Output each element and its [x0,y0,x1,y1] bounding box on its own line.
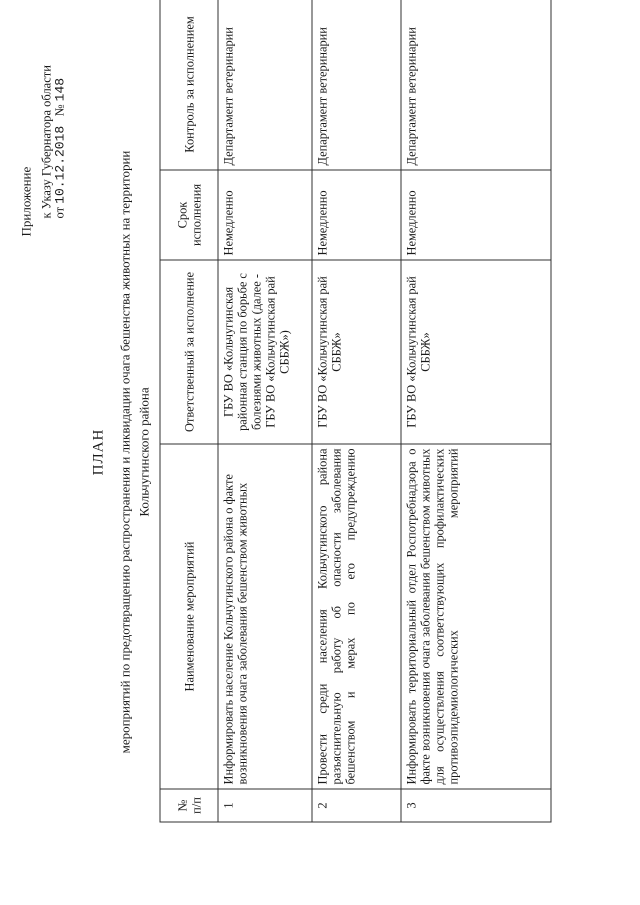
row-activity: Провести среди населения Кольчугинского района разъяснительную работу об опасности заболевания бешенством и мерах по его предупреждению [312,444,401,789]
decree-date-line [54,65,67,218]
column-header-control: Контроль за исполнением [160,0,218,170]
appendix-label: Приложение [18,166,34,237]
row-term: Немедленно [312,170,401,260]
document-page [1,0,640,905]
table-row [312,0,401,822]
column-header-term: Срок исполнения [160,170,218,260]
row-activity: Информировать территориальный отдел Роспотребнадзора о факте возникновения очага заболевания бешенством животных для осуществления соответствующих профилактических противоэпидемиологических мероприятий [401,444,551,789]
row-term: Немедленно [218,170,312,260]
page-subtitle: мероприятий по предотвращению распространения и ликвидации очага бешенства животных на территории [117,150,133,754]
table-row [218,0,312,822]
row-term: Немедленно [401,170,551,260]
table-header-row [160,0,218,822]
row-number: 1 [218,789,312,822]
decree-line: к Указу Губернатора области [39,65,54,219]
row-responsible: ГБУ ВО «Кольчугинская районная станция по борьбе с болезнями животных (далее - ГБУ ВО «Кольчугинская рай СББЖ») [218,260,312,444]
column-header-activity: Наименование мероприятий [160,444,218,789]
table-row [401,0,551,822]
page-subtitle-district: Кольчугинского района [136,387,152,517]
plan-table [160,0,552,823]
row-responsible: ГБУ ВО «Кольчугинская рай СББЖ» [401,260,551,444]
row-activity: Информировать население Кольчугинского района о факте возникновения очага заболевания бешенством животных [218,444,312,789]
row-control: Департамент ветеринарии [312,0,401,170]
column-header-responsible: Ответственный за исполнение [160,260,218,444]
decree-number-prefix: № [52,104,67,117]
page-title: ПЛАН [90,428,107,476]
decree-date-prefix: от [52,206,67,219]
decree-date: 10.12.2018 [52,125,68,204]
row-number: 2 [312,789,401,822]
row-control: Департамент ветеринарии [218,0,312,170]
row-responsible: ГБУ ВО «Кольчугинская рай СББЖ» [312,260,401,444]
row-control: Департамент ветеринарии [401,0,551,170]
column-header-number: № п/п [160,789,218,822]
decree-reference [41,65,67,218]
row-number: 3 [401,789,551,822]
decree-number: 148 [52,77,68,102]
